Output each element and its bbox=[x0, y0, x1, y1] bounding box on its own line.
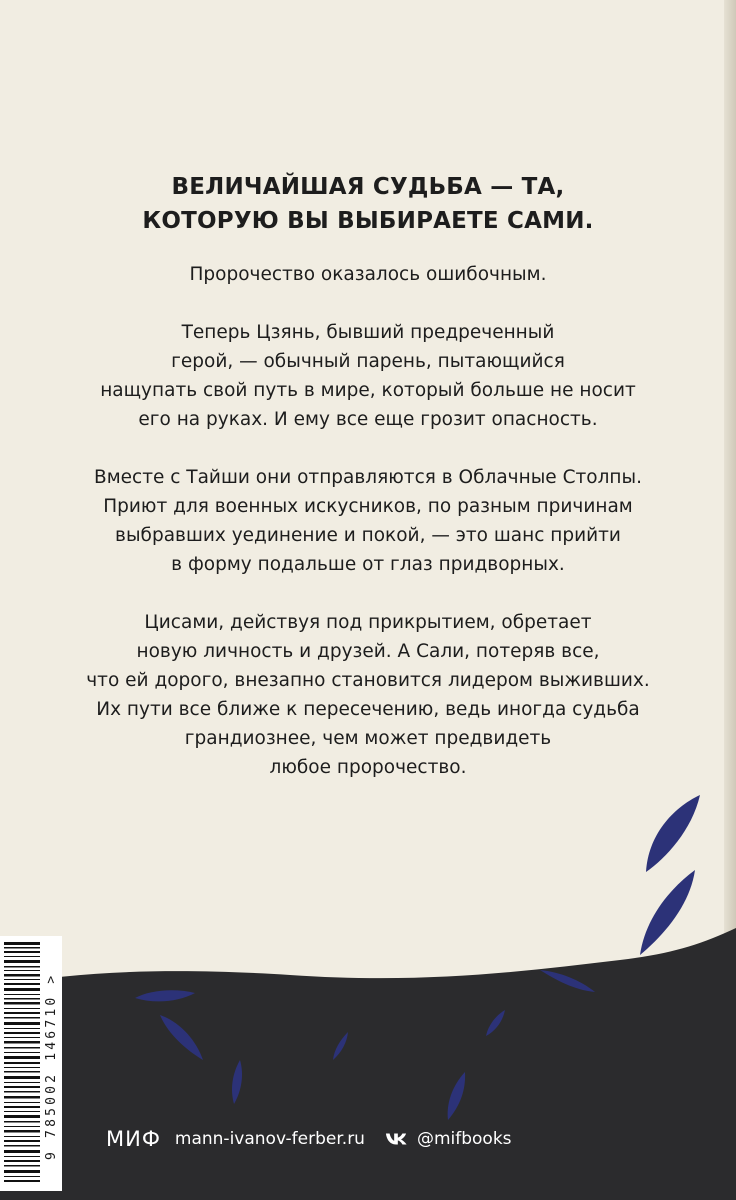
text-line: нащупать свой путь в мире, который больше не носит bbox=[100, 380, 636, 401]
paragraph-2 bbox=[40, 318, 696, 434]
text-line: выбравших уединение и покой, — это шанс прийти bbox=[115, 525, 621, 546]
text-line: Вместе с Тайши они отправляются в Облачные Столпы. bbox=[94, 467, 642, 488]
barcode-digits: 9 785002 146710 > bbox=[44, 972, 59, 1160]
text-line: любое пророчество. bbox=[269, 757, 467, 778]
paragraph-1 bbox=[40, 260, 696, 289]
blurb bbox=[40, 170, 696, 811]
text-line: Теперь Цзянь, бывший предреченный bbox=[181, 322, 555, 343]
headline bbox=[40, 170, 696, 238]
social-handle[interactable]: @mifbooks bbox=[416, 1129, 512, 1149]
text-line: Пророчество оказалось ошибочным. bbox=[189, 264, 547, 285]
text-line: его на руках. И ему все еще грозит опасность. bbox=[138, 409, 598, 430]
text-line: герой, — обычный парень, пытающийся bbox=[171, 351, 565, 372]
headline-line-1: ВЕЛИЧАЙШАЯ СУДЬБА — ТА, bbox=[171, 174, 565, 200]
publisher-logo: МИФ bbox=[106, 1127, 161, 1151]
paragraph-4 bbox=[40, 608, 696, 782]
text-line: Их пути все ближе к пересечению, ведь иногда судьба bbox=[96, 699, 640, 720]
headline-line-2: КОТОРУЮ ВЫ ВЫБИРАЕТЕ САМИ. bbox=[142, 208, 594, 234]
website-link[interactable]: mann-ivanov-ferber.ru bbox=[174, 1129, 365, 1149]
footer bbox=[106, 1124, 512, 1154]
vk-icon[interactable] bbox=[385, 1132, 407, 1146]
text-line: Цисами, действуя под прикрытием, обретает bbox=[144, 612, 592, 633]
petal-icon bbox=[640, 870, 695, 955]
text-line: что ей дорого, внезапно становится лидером выживших. bbox=[86, 670, 650, 691]
text-line: в форму подальше от глаз придворных. bbox=[171, 554, 565, 575]
text-line: Приют для военных искусников, по разным причинам bbox=[103, 496, 633, 517]
text-line: грандиознее, чем может предвидеть bbox=[184, 728, 552, 749]
paragraph-3 bbox=[40, 463, 696, 579]
text-line: новую личность и друзей. А Сали, потеряв все, bbox=[136, 641, 600, 662]
